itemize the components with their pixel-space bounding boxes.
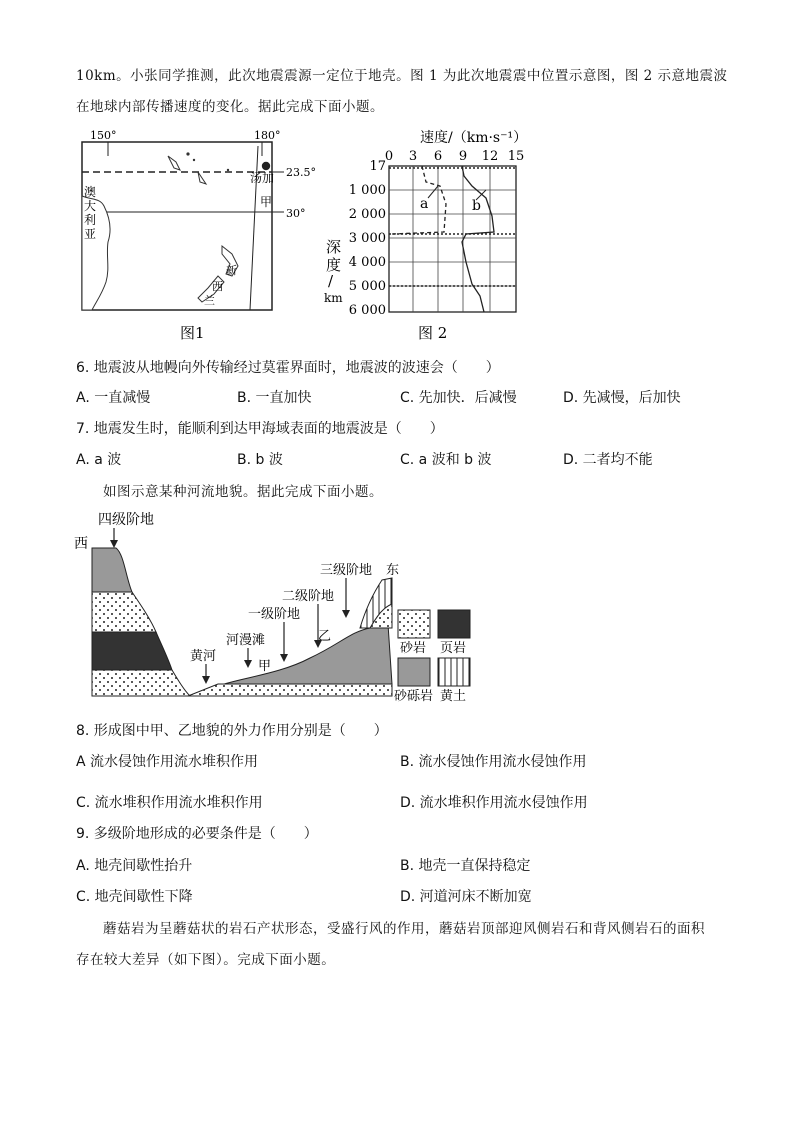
intro-line-2: 在地球内部传播速度的变化。据此完成下面小题。 xyxy=(76,99,384,115)
depth-tick-2000: 2 000 xyxy=(348,207,386,222)
q7-option-d[interactable]: D. 二者均不能 xyxy=(563,452,653,468)
australia-char-1: 澳 xyxy=(84,185,97,199)
depth-label-char-3: / xyxy=(328,272,334,290)
q9-option-c[interactable]: C. 地壳间歇性下降 xyxy=(76,889,193,905)
terrace-3-label: 三级阶地 xyxy=(320,563,373,578)
australia-char-3: 利 xyxy=(84,213,97,227)
terrace-2-label: 二级阶地 xyxy=(282,589,335,604)
speed-tick-3: 3 xyxy=(408,149,418,164)
q8-option-a[interactable]: A 流水侵蚀作用流水堆积作用 xyxy=(76,754,259,770)
terrace-4-label: 四级阶地 xyxy=(98,512,154,528)
figure-3-terraces xyxy=(70,508,490,704)
question-8-stem: 8. 形成图中甲、乙地貌的外力作用分别是（ ） xyxy=(76,723,388,739)
q8-option-b[interactable]: B. 流水侵蚀作用流水侵蚀作用 xyxy=(400,754,587,770)
jia-terrace-label: 甲 xyxy=(258,659,272,674)
legend-shale-swatch xyxy=(438,610,470,638)
floodplain-label: 河漫滩 xyxy=(226,633,266,648)
question-9-stem: 9. 多级阶地形成的必要条件是（ ） xyxy=(76,826,318,842)
nz-char-3: 兰 xyxy=(204,294,215,307)
wave-b-label: b xyxy=(472,198,481,214)
q6-option-a[interactable]: A. 一直减慢 xyxy=(76,390,151,406)
nz-char-1: 新 xyxy=(226,264,237,277)
depth-tick-5000: 5 000 xyxy=(348,279,386,294)
speed-axis-label: 速度/（km·s⁻¹） xyxy=(420,130,528,146)
intro-3-line-2: 存在较大差异（如下图）。完成下面小题。 xyxy=(76,952,336,968)
legend-sandstone-label: 砂岩 xyxy=(400,641,427,656)
q9-option-b[interactable]: B. 地壳一直保持稳定 xyxy=(400,858,531,874)
figure-1-map xyxy=(72,126,332,346)
epicenter-marker xyxy=(262,162,270,170)
q6-option-c[interactable]: C. 先加快．后减慢 xyxy=(400,390,517,406)
depth-tick-6000: 6 000 xyxy=(348,303,386,318)
question-7-stem: 7. 地震发生时，能顺利到达甲海域表面的地震波是（ ） xyxy=(76,421,444,437)
figure-1-caption: 图1 xyxy=(180,324,205,342)
depth-tick-4000: 4 000 xyxy=(348,255,386,270)
q6-option-d[interactable]: D. 先减慢，后加快 xyxy=(563,390,681,406)
east-label: 东 xyxy=(386,563,400,578)
q7-option-b[interactable]: B. b 波 xyxy=(237,452,283,468)
depth-tick-17: 17 xyxy=(369,159,386,174)
figure-2-caption: 图 2 xyxy=(418,324,448,342)
legend-conglomerate-label: 砂砾岩 xyxy=(394,689,434,704)
speed-tick-6: 6 xyxy=(433,149,443,164)
river-label: 黄河 xyxy=(190,649,217,664)
lat-23-5-label: 23.5° xyxy=(286,166,316,179)
west-label: 西 xyxy=(74,536,88,552)
q8-option-c[interactable]: C. 流水堆积作用流水堆积作用 xyxy=(76,795,263,811)
depth-tick-3000: 3 000 xyxy=(348,231,386,246)
legend-conglomerate-swatch xyxy=(398,658,430,686)
wave-b-curve xyxy=(462,166,494,312)
terrace-1-label: 一级阶地 xyxy=(248,607,301,622)
intro-3-line-1: 蘑菇岩为呈蘑菇状的岩石产状形态，受盛行风的作用，蘑菇岩顶部迎风侧岩石和背风侧岩石的面积 xyxy=(103,921,705,937)
jia-label: 甲 xyxy=(260,195,273,209)
speed-tick-9: 9 xyxy=(458,149,468,164)
intro-2: 如图示意某种河流地貌。据此完成下面小题。 xyxy=(103,484,383,500)
wave-a-label: a xyxy=(420,196,429,212)
figure-2-chart xyxy=(322,124,552,346)
nz-char-2: 西 xyxy=(212,280,223,293)
yi-terrace-label: 乙 xyxy=(318,629,332,644)
legend-sandstone-swatch xyxy=(398,610,430,638)
depth-label-char-4: km xyxy=(324,291,343,305)
intro-line-1: 10km。小张同学推测，此次地震震源一定位于地壳。图 1 为此次地震震中位置示意图，图 2 示意地震波 xyxy=(76,68,728,84)
question-6-stem: 6. 地震波从地幔向外传输经过莫霍界面时，地震波的波速会（ ） xyxy=(76,360,500,376)
legend-loess-label: 黄土 xyxy=(440,689,467,704)
q8-option-d[interactable]: D. 流水堆积作用流水侵蚀作用 xyxy=(400,795,588,811)
lat-30-label: 30° xyxy=(286,207,306,220)
legend-shale-label: 页岩 xyxy=(440,641,467,656)
speed-tick-0: 0 xyxy=(384,149,394,164)
australia-char-4: 亚 xyxy=(84,227,97,241)
q7-option-c[interactable]: C. a 波和 b 波 xyxy=(400,452,492,468)
tonga-label: 汤加 xyxy=(250,171,275,185)
australia-char-2: 大 xyxy=(84,199,97,213)
depth-tick-1000: 1 000 xyxy=(348,183,386,198)
q6-option-b[interactable]: B. 一直加快 xyxy=(237,390,312,406)
lon-150-label: 150° xyxy=(90,129,117,142)
q9-option-a[interactable]: A. 地壳间歇性抬升 xyxy=(76,858,193,874)
q7-option-a[interactable]: A. a 波 xyxy=(76,452,122,468)
depth-label-char-1: 深 xyxy=(326,238,342,256)
speed-tick-15: 15 xyxy=(507,149,525,164)
speed-tick-12: 12 xyxy=(481,149,499,164)
depth-label-char-2: 度 xyxy=(326,256,342,274)
q9-option-d[interactable]: D. 河道河床不断加宽 xyxy=(400,889,532,905)
lon-180-label: 180° xyxy=(254,129,281,142)
legend-loess-swatch xyxy=(438,658,470,686)
